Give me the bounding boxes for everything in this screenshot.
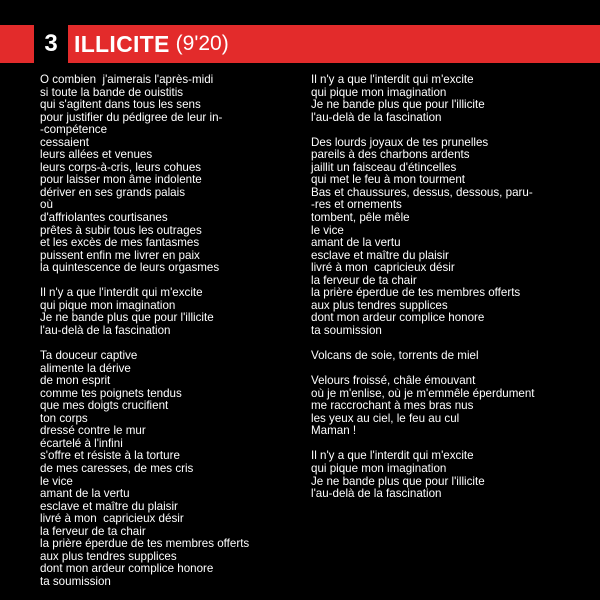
lyric-line: ta soumission (311, 323, 382, 337)
lyric-line: dressé contre le mur (40, 424, 146, 438)
lyric-line: de mon esprit (40, 374, 111, 388)
track-title (74, 25, 229, 63)
lyric-line: le vice (40, 474, 73, 488)
lyric-line: la prière éperdue de tes membres offerts (40, 537, 250, 551)
track-number-box (34, 25, 68, 63)
stanza-break (311, 124, 586, 137)
lyric-line: Il n'y a que l'interdit qui m'excite (311, 449, 474, 463)
lyric-line: Ta douceur captive (40, 349, 138, 363)
lyric-line: qui pique mon imagination (311, 461, 447, 475)
lyric-line: dont mon ardeur complice honore (311, 311, 485, 325)
lyric-line: Volcans de soie, torrents de miel (311, 349, 479, 363)
lyric-line: puissent enfin me livrer en paix (40, 248, 200, 262)
track-number: 3 (44, 30, 58, 57)
lyric-line: Je ne bande plus que pour l'illicite (311, 474, 485, 488)
lyric-line: l'au-delà de la fascination (311, 487, 442, 501)
lyric-line: de mes caresses, de mes cris (40, 461, 194, 475)
lyric-line: amant de la vertu (311, 236, 401, 250)
lyric-line: la prière éperdue de tes membres offerts (311, 286, 521, 300)
lyric-line: la quintescence de leurs orgasmes (40, 261, 220, 275)
lyric-line: me raccrochant à mes bras nus (311, 399, 474, 413)
lyric-line: qui pique mon imagination (40, 298, 176, 312)
lyric-line: ta soumission (40, 574, 111, 588)
lyric-line: cessaient (40, 135, 89, 149)
lyric-line: tombent, pêle mêle (311, 211, 410, 225)
lyric-line: ton corps (40, 411, 88, 425)
track-header-band (0, 25, 600, 63)
lyric-line: Je ne bande plus que pour l'illicite (40, 311, 214, 325)
lyric-line: où (40, 198, 53, 212)
lyric-line: alimente la dérive (40, 361, 131, 375)
lyric-line: -res et ornements (311, 198, 402, 212)
lyric-line: s'offre et résiste à la torture (40, 449, 180, 463)
lyric-line: Je ne bande plus que pour l'illicite (311, 98, 485, 112)
lyric-line: Velours froissé, châle émouvant (311, 374, 476, 388)
lyric-line: pour justifier du pédigree de leur in- (40, 110, 223, 124)
lyric-line: jaillit un faisceau d'étincelles (311, 160, 457, 174)
lyric-line: les yeux au ciel, le feu au cul (311, 411, 460, 425)
lyric-line: livré à mon capricieux désir (40, 512, 184, 526)
lyric-line: que mes doigts crucifient (40, 399, 169, 413)
lyric-line: la ferveur de ta chair (311, 273, 417, 287)
lyric-line: d'affriolantes courtisanes (40, 211, 168, 225)
song-title: ILLICITE (74, 30, 170, 57)
lyric-line: Maman ! (311, 424, 357, 438)
lyric-line: pour laisser mon âme indolente (40, 173, 202, 187)
lyric-line: où je m'enlise, où je m'emmêle éperdument (311, 386, 535, 400)
lyric-line: comme tes poignets tendus (40, 386, 182, 400)
lyric-line: écartelé à l'infini (40, 436, 123, 450)
lyric-line: pareils à des charbons ardents (311, 148, 470, 162)
lyric-line: Bas et chaussures, dessus, dessous, paru- (311, 185, 533, 199)
lyric-line: leurs corps-à-cris, leurs cohues (40, 160, 202, 174)
lyric-line: l'au-delà de la fascination (311, 110, 442, 124)
lyric-line: le vice (311, 223, 344, 237)
lyric-line: l'au-delà de la fascination (40, 323, 171, 337)
lyric-line: Il n'y a que l'interdit qui m'excite (40, 286, 203, 300)
lyric-line: Il n'y a que l'interdit qui m'excite (311, 73, 474, 86)
lyric-line: livré à mon capricieux désir (311, 261, 455, 275)
lyric-line: si toute la bande de ouistitis (40, 85, 184, 99)
lyric-line: et les excès de mes fantasmes (40, 236, 200, 250)
lyric-line: O combien j'aimerais l'après-midi (40, 73, 214, 86)
lyric-line: dériver en ses grands palais (40, 185, 186, 199)
lyric-line: prêtes à subir tous les outrages (40, 223, 202, 237)
lyric-line: qui s'agitent dans tous les sens (40, 98, 201, 112)
song-duration: (9'20) (175, 32, 229, 55)
lyric-line: amant de la vertu (40, 487, 130, 501)
lyric-line: aux plus tendres supplices (40, 549, 177, 563)
lyric-line: -compétence (40, 123, 108, 137)
lyric-line: dont mon ardeur complice honore (40, 562, 214, 576)
lyric-line: la ferveur de ta chair (40, 524, 146, 538)
lyric-line: aux plus tendres supplices (311, 298, 448, 312)
lyric-line: esclave et maître du plaisir (40, 499, 178, 513)
lyrics-left-column (40, 74, 292, 588)
lyric-line: esclave et maître du plaisir (311, 248, 449, 262)
lyric-line: leurs allées et venues (40, 148, 153, 162)
lyrics-right-column (311, 74, 586, 501)
lyric-line: qui met le feu à mon tourment (311, 173, 466, 187)
lyric-line: qui pique mon imagination (311, 85, 447, 99)
lyric-line: Des lourds joyaux de tes prunelles (311, 135, 489, 149)
